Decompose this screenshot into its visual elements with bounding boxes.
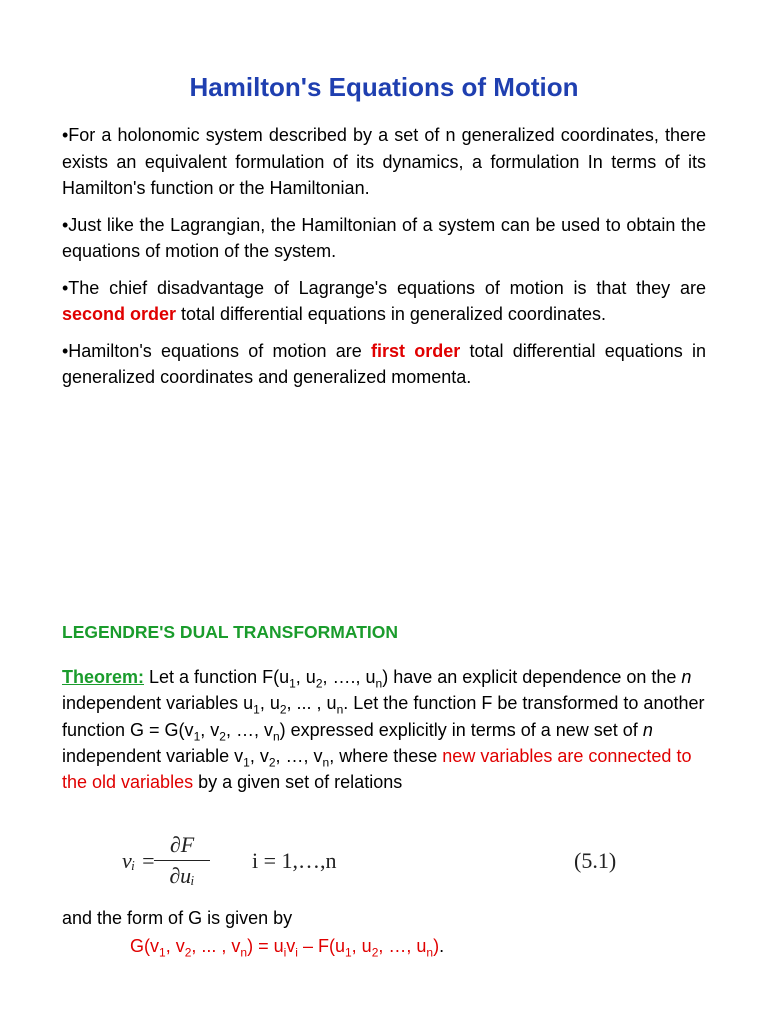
formula-fragment: , u bbox=[351, 936, 372, 956]
bullet-first-order bbox=[62, 338, 706, 391]
theorem-fragment: by a given set of relations bbox=[193, 772, 403, 793]
bullet-disadvantage bbox=[62, 275, 706, 328]
equation-lhs: vᵢ = bbox=[122, 848, 156, 873]
subscript: 1 bbox=[193, 729, 201, 744]
formula-fragment: v bbox=[286, 936, 296, 956]
italic-n: n bbox=[642, 719, 653, 740]
theorem-label: Theorem: bbox=[62, 667, 145, 687]
bullet-lagrangian: •Just like the Lagrangian, the Hamiltonian of a system can be used to obtain the equations of motion of the system. bbox=[62, 214, 706, 261]
formula-fragment: , …, u bbox=[378, 936, 427, 956]
theorem-fragment: , v bbox=[200, 719, 220, 740]
formula-period: . bbox=[439, 936, 445, 956]
fraction-bar bbox=[154, 860, 210, 861]
subscript: 2 bbox=[268, 755, 276, 770]
subscript: 2 bbox=[315, 676, 323, 691]
theorem-fragment: , …, v bbox=[275, 745, 323, 766]
highlight-second-order: second order bbox=[62, 304, 177, 324]
subscript: n bbox=[240, 945, 248, 960]
formula-fragment: – F(u bbox=[297, 936, 345, 956]
intro-bullets bbox=[62, 122, 706, 401]
equation-5-1 bbox=[122, 828, 622, 898]
subscript: i bbox=[283, 945, 287, 960]
subscript: 2 bbox=[219, 729, 226, 744]
theorem-fragment: , where these bbox=[329, 745, 443, 766]
bullet-text: •Hamilton's equations of motion are bbox=[62, 340, 372, 361]
theorem-fragment: ) have an explicit dependence on the bbox=[382, 667, 682, 687]
section-heading: LEGENDRE'S DUAL TRANSFORMATION bbox=[62, 622, 399, 642]
formula-fragment: , ... , v bbox=[191, 936, 241, 956]
formula-fragment: ) bbox=[433, 936, 440, 956]
subscript: 1 bbox=[289, 676, 296, 691]
subscript: n bbox=[336, 702, 344, 717]
bullet-text: total differential equations in generalized coordinates and generalized momenta. bbox=[62, 340, 706, 387]
highlight-first-order: first order bbox=[371, 340, 461, 361]
theorem-fragment: ) expressed explicitly in terms of a new set of bbox=[279, 719, 643, 740]
theorem-fragment: independent variable v bbox=[62, 745, 244, 766]
subscript: 1 bbox=[253, 702, 260, 717]
theorem-fragment: , u bbox=[295, 667, 316, 687]
subscript: 1 bbox=[159, 945, 166, 960]
subscript: 1 bbox=[243, 755, 250, 770]
subscript: 1 bbox=[344, 945, 352, 960]
theorem-fragment: , …., u bbox=[322, 667, 376, 687]
equation-number: (5.1) bbox=[574, 848, 617, 873]
g-formula bbox=[130, 936, 445, 960]
bullet-text: •The chief disadvantage of Lagrange's equations of motion is that they are bbox=[62, 277, 706, 298]
theorem-fragment: , u bbox=[259, 693, 280, 714]
bullet-holonomic: •For a holonomic system described by a set of n generalized coordinates, there exists an equivalent formulation of its dynamics, a formulation In terms of its Hamilton's function or the Hamiltonian. bbox=[62, 125, 706, 198]
subscript: i bbox=[295, 945, 298, 960]
subscript: n bbox=[322, 755, 330, 770]
subscript: 2 bbox=[184, 945, 192, 960]
theorem-text bbox=[62, 664, 712, 795]
form-of-g-text: and the form of G is given by bbox=[62, 908, 293, 928]
theorem-fragment: Let a function F(u bbox=[144, 667, 290, 687]
subscript: 2 bbox=[279, 702, 287, 717]
formula-fragment: ) = u bbox=[247, 936, 284, 956]
fraction-numerator: ∂F bbox=[169, 832, 195, 857]
bullet-text: total differential equations in generalized coordinates. bbox=[176, 304, 606, 324]
subscript: n bbox=[272, 729, 280, 744]
subscript: n bbox=[375, 676, 383, 691]
subscript: 2 bbox=[371, 945, 379, 960]
page-title: Hamilton's Equations of Motion bbox=[189, 72, 579, 102]
highlight-new-variables: new variables are connected to the old variables bbox=[62, 745, 692, 793]
theorem-fragment: , v bbox=[249, 745, 269, 766]
theorem-fragment: . Let the function F be transformed to another function G = G(v bbox=[62, 693, 705, 740]
theorem-fragment: independent variables u bbox=[62, 693, 254, 714]
theorem-fragment: , …, v bbox=[225, 719, 273, 740]
theorem-fragment: , ... , u bbox=[286, 693, 337, 714]
theorem-block bbox=[62, 664, 712, 795]
subscript: n bbox=[426, 945, 434, 960]
formula-fragment: , v bbox=[165, 936, 185, 956]
formula-fragment: G(v bbox=[130, 936, 159, 956]
equation-range: i = 1,…,n bbox=[252, 848, 337, 873]
italic-n: n bbox=[681, 667, 692, 687]
equation-fraction bbox=[154, 832, 210, 889]
fraction-denominator: ∂uᵢ bbox=[169, 863, 195, 888]
